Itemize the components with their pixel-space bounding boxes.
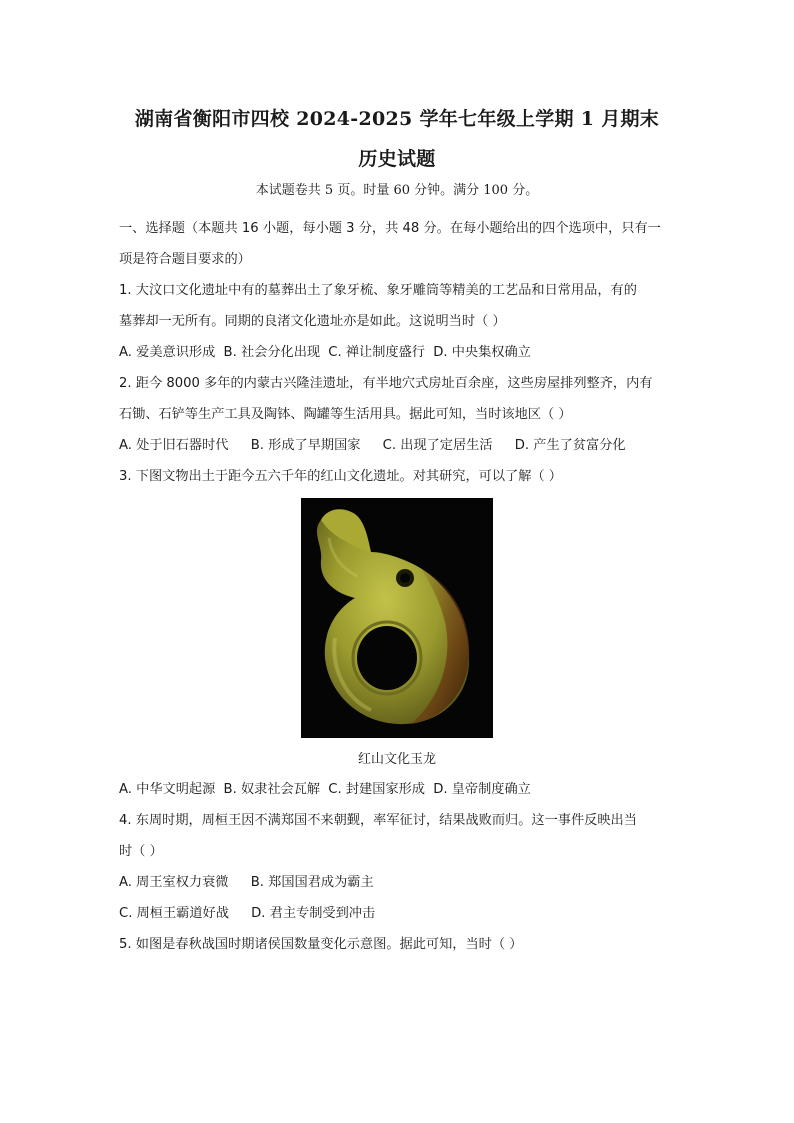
- exam-title-line-2: 历史试题: [358, 148, 436, 170]
- question-5-stem-line-1: 5. 如图是春秋战国时期诸侯国数量变化示意图。据此可知，当时（ ）: [119, 937, 523, 952]
- section-heading-line-1: 一、选择题（本题共 16 小题，每小题 3 分，共 48 分。在每小题给出的四个选项中，只有一: [119, 221, 661, 236]
- question-4-stem-line-2: 时（ ）: [119, 844, 163, 859]
- question-2-stem-line-2: 石锄、石铲等生产工具及陶钵、陶罐等生活用具。据此可知，当时该地区（ ）: [119, 407, 572, 422]
- question-4-option-d[interactable]: D. 君主专制受到冲击: [251, 906, 376, 921]
- question-1: [119, 275, 675, 368]
- question-2-option-b[interactable]: B. 形成了早期国家: [250, 438, 361, 453]
- question-3-option-a[interactable]: A. 中华文明起源: [119, 782, 216, 797]
- question-3-stem-line-1: 3. 下图文物出土于距今五六千年的红山文化遗址。对其研究，可以了解（ ）: [119, 469, 562, 484]
- question-1-stem-line-1: 1. 大汶口文化遗址中有的墓葬出土了象牙梳、象牙雕筒等精美的工艺品和日常用品，有的: [119, 283, 637, 298]
- jade-center-hole: [357, 626, 417, 690]
- question-4-option-c[interactable]: C. 周桓王霸道好战: [119, 906, 229, 921]
- question-3: [119, 461, 675, 805]
- question-2-stem-line-1: 2. 距今 8000 多年的内蒙古兴隆洼遗址，有半地穴式房址百余座，这些房屋排列整齐，内有: [119, 376, 653, 391]
- question-5: [119, 929, 675, 960]
- question-2-option-d[interactable]: D. 产生了贫富分化: [514, 438, 626, 453]
- question-4-stem-line-1: 4. 东周时期，周桓王因不满郑国不来朝觐，率军征讨，结果战败而归。这一事件反映出当: [119, 813, 637, 828]
- question-4-options-row-1: [119, 867, 675, 898]
- question-4-option-a[interactable]: A. 周王室权力衰微: [119, 875, 229, 890]
- question-3-options: [119, 774, 675, 805]
- question-1-options: [119, 337, 675, 368]
- question-4-option-b[interactable]: B. 郑国国君成为霸主: [250, 875, 374, 890]
- question-1-option-d[interactable]: D. 中央集权确立: [433, 345, 531, 360]
- jade-dragon-image: [301, 498, 493, 738]
- question-1-option-a[interactable]: A. 爱美意识形成: [119, 345, 216, 360]
- question-3-option-b[interactable]: B. 奴隶社会瓦解: [223, 782, 321, 797]
- jade-dragon-photo: [301, 498, 493, 738]
- question-1-option-c[interactable]: C. 禅让制度盛行: [328, 345, 425, 360]
- question-4-options-row-2: [119, 898, 675, 929]
- question-3-option-d[interactable]: D. 皇帝制度确立: [433, 782, 531, 797]
- question-2-option-a[interactable]: A. 处于旧石器时代: [119, 438, 229, 453]
- question-1-option-b[interactable]: B. 社会分化出现: [223, 345, 321, 360]
- exam-meta: 本试题卷共 5 页。时量 60 分钟。满分 100 分。: [255, 183, 539, 198]
- section-heading-line-2: 项是符合题目要求的）: [119, 252, 251, 267]
- question-2-options: [119, 430, 675, 461]
- question-2-option-c[interactable]: C. 出现了定居生活: [382, 438, 493, 453]
- exam-title-line-1: 湖南省衡阳市四校 2024-2025 学年七年级上学期 1 月期末: [134, 108, 660, 130]
- question-2: [119, 368, 675, 461]
- figure-caption: 红山文化玉龙: [357, 752, 436, 767]
- question-4: [119, 805, 675, 929]
- question-3-option-c[interactable]: C. 封建国家形成: [328, 782, 425, 797]
- question-1-stem-line-2: 墓葬却一无所有。同期的良渚文化遗址亦是如此。这说明当时（ ）: [119, 314, 506, 329]
